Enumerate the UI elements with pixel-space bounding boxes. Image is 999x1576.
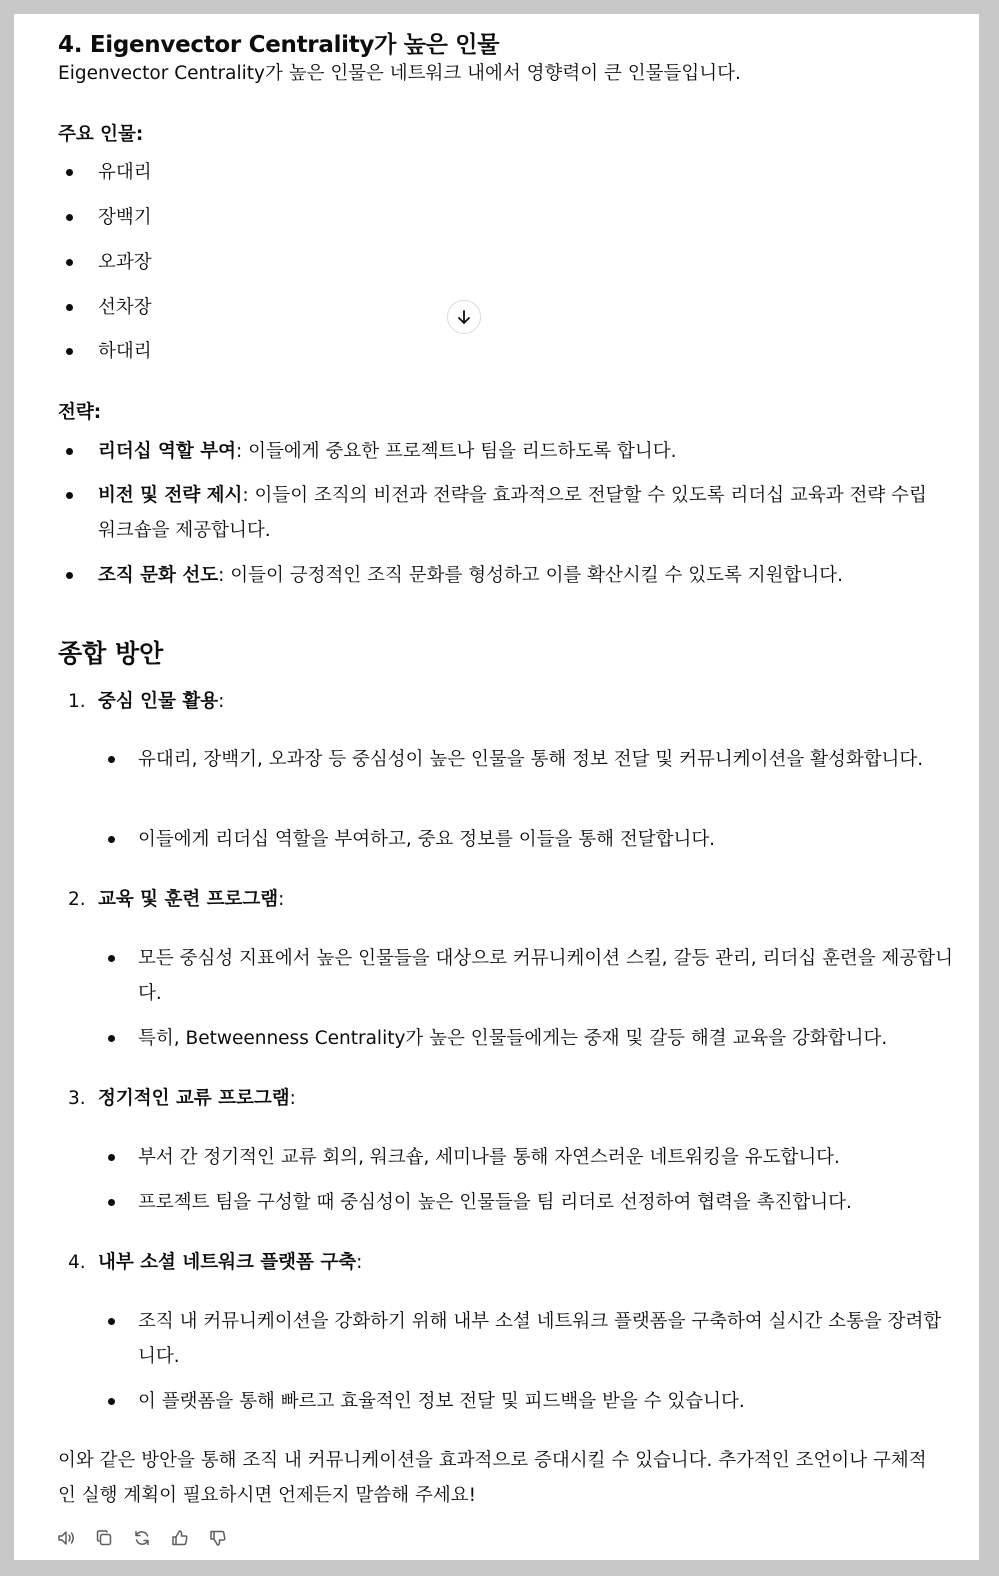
thumbs-up-icon[interactable] [170, 1528, 190, 1548]
closing-paragraph: 이와 같은 방안을 통해 조직 내 커뮤니케이션을 효과적으로 증대시킬 수 있습니다. 추가적인 조언이나 구체적인 실행 계획이 필요하시면 언제든지 말씀해 주세요! [58, 1450, 927, 1506]
section-heading-eigenvector: 4. Eigenvector Centrality가 높은 인물 [58, 32, 500, 58]
scroll-to-bottom-button[interactable] [447, 300, 481, 334]
chat-message-panel: 4. Eigenvector Centrality가 높은 인물 Eigenvector Centrality가 높은 인물은 네트워크 내에서 영향력이 큰 인물들입니다. 주요 인물: 유대리 장백기 오과장 선차장 하대리 전략: 리더십 역할 부여: 이들에게 중요한 프로젝트나 팀을 리드하도록 합니다. 비전 및 전략 제시: 이들이 조직의 비전과 전략을 효과적으로 전달할 수 있도록 리더십 교육과 전략 수립 워크숍을 제공합니다. 조직 문화 선도: 이들이 긍정적인 조직 문화를 형성하고 이를 확산시킬 수 있도록 지원합니다. 종합 방안 1. 중심 인물 활용: 유대리, 장백기, 오과장 등 중심성이 높은 인물을 통해 정보 전달 및 커뮤니케이션을 활성화합니다. 이들에게 리더십 역할을 부여하고, 중요 정보를 이들을 통해 전달합니다. 2. 교육 및 훈련 프로그램: 모든 중심성 지표에서 높은 인물들을 대상으로 커뮤니케이션 스킬, 갈등 관리, 리더십 훈련을 제공합니다. 특히, Betweenness Centrality가 높은 인물들에게는 중재 및 갈등 해결 교육을 강화합니다. 3. 정기적인 교류 프로그램: 부서 간 정기적인 교류 회의, 워크숍, 세미나를 통해 자연스러운 네트워킹을 유도합니다. 프로젝트 팀을 구성할 때 중심성이 높은 인물들을 팀 리더로 선정하여 협력을 촉진합니다. 4. 내부 소셜 네트워크 플랫폼 구축: 조직 내 커뮤니케이션을 강화하기 위해 내부 소셜 네트워크 플랫폼을 구축하여 실시간 소통을 장려합니다. 이 플랫폼을 통해 빠르고 효율적인 정보 전달 및 피드백을 받을 수 있습니다. 이와 같은 방안을 통해 조직 내 커뮤니케이션을 효과적으로 증대시킬 수 있습니다. 추가적인 조언이나 구체적인 실행 계획이 필요하시면 언제든지 말씀해 주세요! [14, 14, 979, 1560]
copy-icon[interactable] [94, 1528, 114, 1548]
message-actions [56, 1528, 228, 1548]
regenerate-icon[interactable] [132, 1528, 152, 1548]
arrow-down-icon [455, 308, 473, 326]
key-people-label: 주요 인물: [58, 124, 144, 145]
thumbs-down-icon[interactable] [208, 1528, 228, 1548]
section-intro: Eigenvector Centrality가 높은 인물은 네트워크 내에서 영향력이 큰 인물들입니다. [58, 63, 741, 84]
strategy-label: 전략: [58, 402, 102, 423]
speaker-icon[interactable] [56, 1528, 76, 1548]
summary-heading: 종합 방안 [58, 639, 164, 668]
